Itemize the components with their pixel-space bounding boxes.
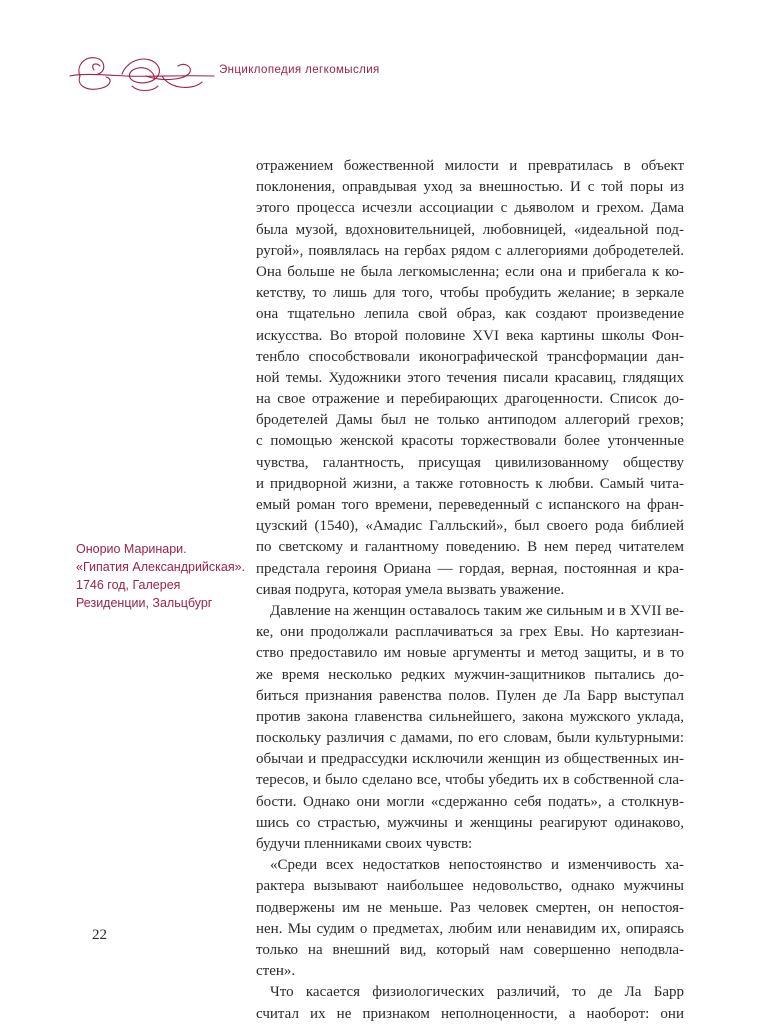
caption-line: 1746 год, Галерея — [76, 578, 181, 592]
text-line: бродетелей Дамы был не только антиподом аллегорий грехов; — [256, 412, 684, 429]
running-head-title: Энциклопедия легкомыслия — [219, 64, 380, 76]
text-line: тересов, и было сделано все, чтобы убедить их в собственной сла- — [256, 772, 684, 789]
text-line: бости. Однако они могли «сдержанно себя подать», а столкнув- — [256, 793, 684, 810]
text-line: подвержены им не меньше. Раз человек смертен, он непостоя- — [256, 899, 684, 916]
calligraphic-flourish-icon — [66, 46, 218, 96]
text-line: ке, они продолжали расплачиваться за грех Евы. Но картезиан- — [256, 624, 684, 641]
text-line: стен». — [256, 963, 296, 980]
text-line: биться признания равенства полов. Пулен де Ла Барр выступал — [256, 687, 684, 704]
text-line: шись со страстью, мужчины и женщины реагируют одинаково, — [256, 814, 684, 831]
figure-caption — [76, 540, 244, 612]
text-line: будучи пленниками своих чувств: — [256, 836, 473, 852]
text-line: «Среди всех недостатков непостоянство и изменчивость ха- — [270, 857, 684, 874]
text-line: поклонения, оправдывая уход за внешностью. И с той поры из — [256, 179, 684, 196]
text-line: чувства, галантность, присущая цивилизованному обществу — [256, 454, 684, 471]
text-line: и придворной жизни, а также готовность к любви. Самый чита- — [256, 475, 684, 492]
text-line: обычаи и предрассудки исключили женщин из общественных ин- — [256, 751, 684, 768]
caption-line: Резиденции, Зальцбург — [76, 596, 213, 610]
text-line: отражением божественной милости и превратилась в объект — [256, 158, 684, 174]
text-line: ство предоставило им новые аргументы и метод защиты, и в то — [256, 645, 684, 662]
page-number: 22 — [92, 927, 107, 943]
text-line: ругой», появлялась на гербах рядом с аллегориями добродетелей. — [256, 242, 684, 259]
text-line: на свое отражение и перебирающих драгоценности. Список до- — [256, 391, 684, 408]
text-line: Что касается физиологических различий, то де Ла Барр — [270, 984, 684, 1001]
text-line: емый роман того времени, переведенный с испанского на фран- — [256, 497, 684, 513]
text-line: считал их не признаком неполноценности, а наоборот: они — [256, 1005, 684, 1022]
main-text-column — [256, 156, 684, 1025]
text-line: кетству, то лишь для того, чтобы пробудить желание; в зеркале — [256, 285, 684, 302]
text-line: сивая подруга, которая умела вызвать уважение. — [256, 581, 565, 598]
text-line: искусства. Во второй половине XVI века картины школы Фон- — [256, 327, 684, 344]
text-line: предстала героиня Ориана — гордая, верная, постоянная и кра- — [256, 560, 684, 577]
text-line: она тщательно лепила свой образ, как создают произведение — [256, 306, 684, 323]
text-line: же время несколько редких мужчин-защитников пытались до- — [256, 666, 684, 683]
text-line: поскольку различия с дамами, по его словам, были культурными: — [256, 730, 684, 747]
text-line: Давление на женщин оставалось таким же сильным и в XVII ве- — [270, 602, 684, 619]
text-line: Она больше не была легкомысленна; если она и прибегала к ко- — [256, 263, 684, 280]
text-line: против закона главенства сильнейшего, закона мужского уклада, — [256, 708, 684, 725]
caption-line: Онорио Маринари. — [76, 542, 187, 556]
text-line: была музой, вдохновительницей, любовницей, «идеальной под- — [256, 221, 684, 238]
text-line: тенбло способствовали иконографической трансформации дан- — [256, 348, 684, 365]
text-line: этого процесса исчезли ассоциации с дьяволом и грехом. Дама — [256, 200, 684, 217]
text-line: только на внешний вид, который нам совершенно неподвла- — [256, 941, 684, 958]
text-line: с помощью женской красоты торжествовали более утонченные — [256, 433, 684, 450]
text-line: ной темы. Художники этого течения писали красавиц, глядящих — [256, 369, 684, 386]
text-line: рактера вызывают наибольшее недовольство, однако мужчины — [256, 878, 684, 895]
text-line: нен. Мы судим о предметах, любим или ненавидим их, опираясь — [256, 920, 684, 937]
text-line: по светскому и галантному поведению. В нем перед читателем — [256, 539, 684, 556]
text-line: цузский (1540), «Амадис Галльский», был своего рода библией — [256, 518, 684, 535]
caption-line: «Гипатия Александрийская». — [76, 560, 246, 574]
